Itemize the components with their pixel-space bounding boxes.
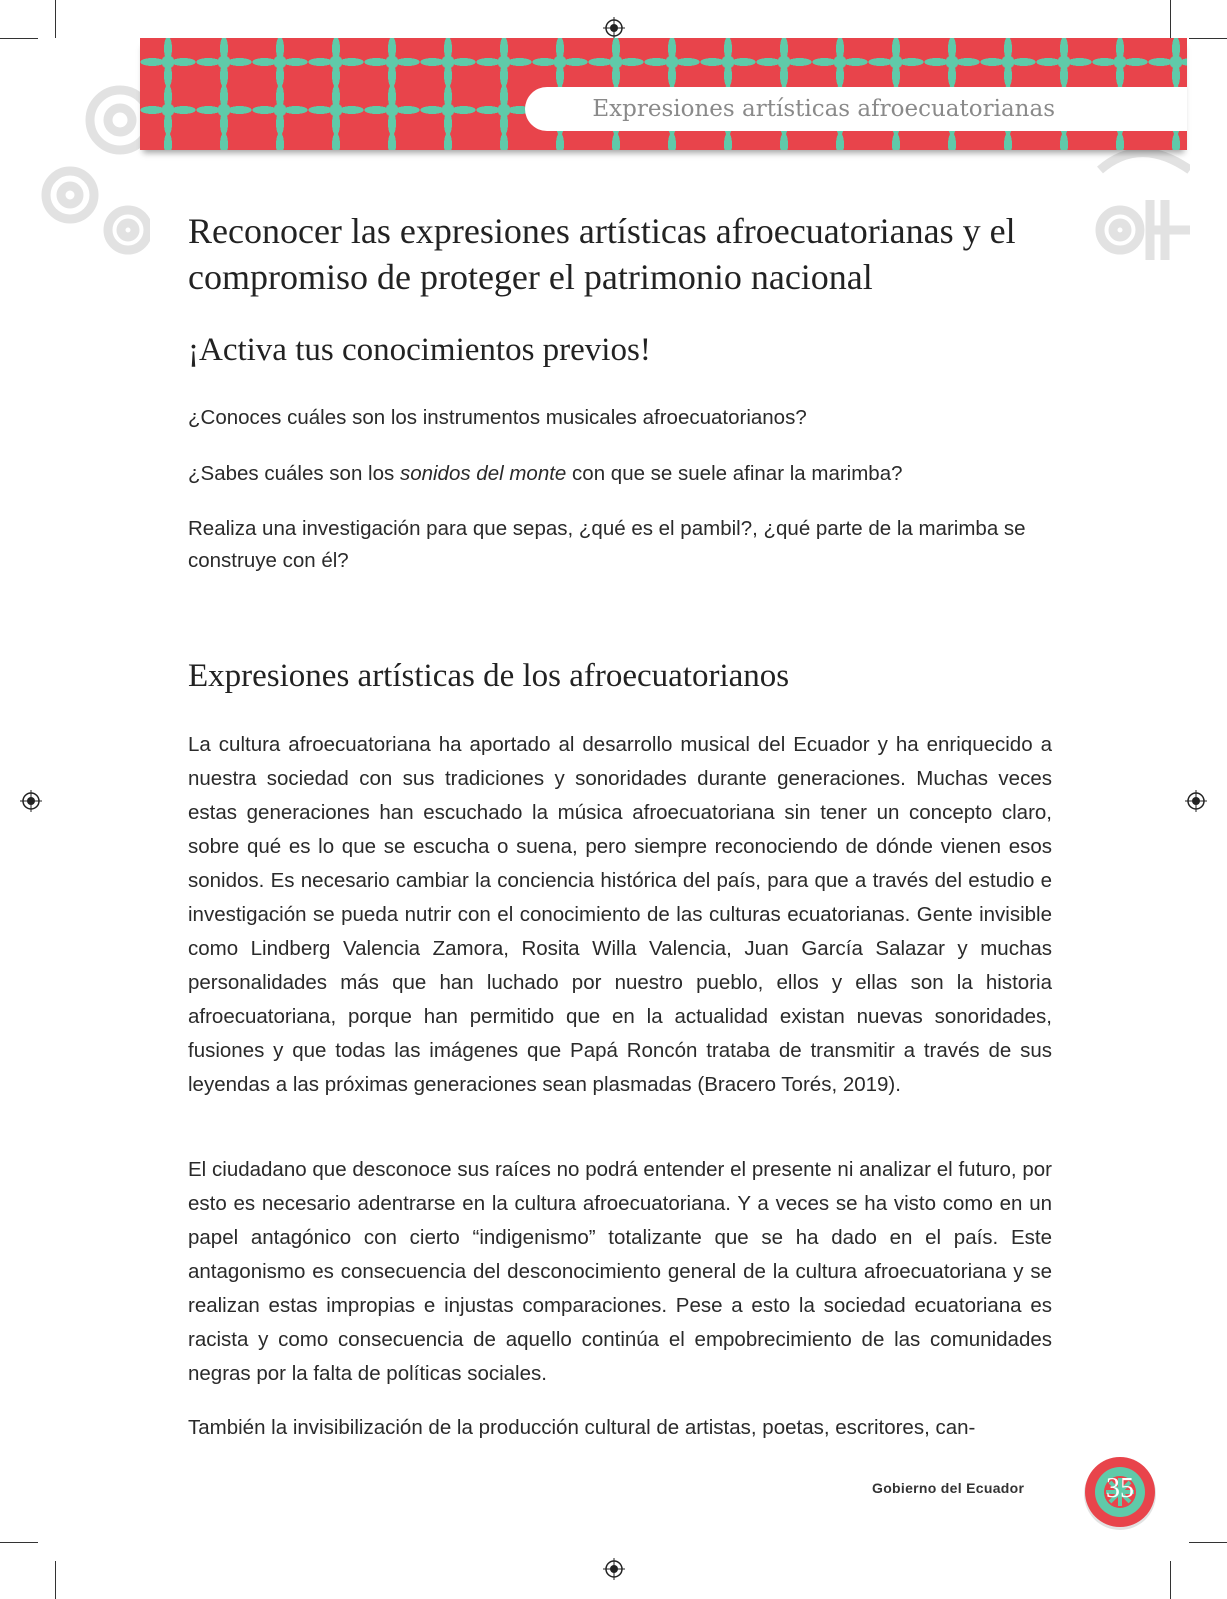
crop-mark xyxy=(1170,1561,1171,1599)
crop-mark xyxy=(0,38,38,39)
page-title: Reconocer las expresiones artísticas afroecuatorianas y el compromiso de proteger el patrimonio nacional xyxy=(188,211,1016,297)
paragraph-2-block xyxy=(188,1153,1052,1391)
crop-mark xyxy=(55,0,56,38)
section-title-tab xyxy=(525,87,1187,131)
page-number: 35 xyxy=(1106,1473,1134,1504)
publisher-label: Gobierno del Ecuador xyxy=(872,1480,1025,1496)
question-2-block xyxy=(188,458,1052,490)
crop-mark xyxy=(1189,1542,1227,1543)
question-3: Realiza una investigación para que sepas, ¿qué es el pambil?, ¿qué parte de la marimba se construye con él? xyxy=(188,517,1026,572)
paragraph-3: También la invisibilización de la producción cultural de artistas, poetas, escritores, can- xyxy=(188,1416,976,1439)
crop-mark xyxy=(0,1542,38,1543)
crop-mark xyxy=(1170,0,1171,38)
crop-mark xyxy=(1189,38,1227,39)
question-3-block xyxy=(188,513,1052,577)
paragraph-3-block xyxy=(188,1411,1052,1445)
spiral-ornament-icon xyxy=(40,45,150,255)
question-2 xyxy=(188,458,1052,490)
paragraph-1: La cultura afroecuatoriana ha aportado al desarrollo musical del Ecuador y ha enriquecido a nuestra sociedad con sus tradiciones y sonoridades durante generaciones. Muchas veces estas generaciones han escuchado la música afroecuatoriana sin tener un concepto claro, sobre qué es lo que se escucha o suena, pero siempre reconociendo de dónde vienen esos sonidos. Es necesario cambiar la conciencia histórica del país, para que a través del estudio e investigación se pueda nutrir con el conocimiento de las culturas ecuatorianas. Gente invisible como Lindberg Valencia Zamora, Rosita Willa Valencia, Juan García Salazar y muchas personalidades más que han luchado por nuestro pueblo, ellos y ellas son la historia afroecuatoriana, porque han permitido que en la actualidad existan nuevas sonoridades, fusiones y que todas las imágenes que Papá Roncón trataba de transmitir a través de sus leyendas a las próximas generaciones sean plasmadas (Bracero Torés, 2019). xyxy=(188,733,1052,1096)
registration-mark-icon xyxy=(603,17,625,39)
section-heading: Expresiones artísticas de los afroecuatorianos xyxy=(188,658,790,694)
question-2-text-end: con que se suele afinar la marimba? xyxy=(566,462,903,485)
section-heading-block xyxy=(188,656,1052,696)
section-title: Expresiones artísticas afroecuatorianas xyxy=(592,96,1055,122)
activity-heading: ¡Activa tus conocimientos previos! xyxy=(188,332,651,368)
question-2-text: ¿Sabes cuáles son los xyxy=(188,462,400,485)
paragraph-1-block xyxy=(188,728,1052,1102)
registration-mark-icon xyxy=(1185,790,1207,812)
question-2-emphasis: sonidos del monte xyxy=(399,462,567,485)
registration-mark-icon xyxy=(20,790,42,812)
question-1-block xyxy=(188,402,1052,434)
paragraph-2: El ciudadano que desconoce sus raíces no podrá entender el presente ni analizar el futuro, por esto es necesario adentrarse en la cultura afroecuatoriana. Y a veces se ha visto como en un papel antagónico con cierto “indigenismo” totalizante que se ha dado en el país. Este antagonismo es consecuencia del desconocimiento general de la cultura afroecuatoriana y se realizan estas impropias e injustas comparaciones. Pese a esto la sociedad ecuatoriana es racista y como consecuencia de aquello continúa el empobrecimiento de las comunidades negras por la falta de políticas sociales. xyxy=(188,1158,1052,1385)
crop-mark xyxy=(55,1561,56,1599)
registration-mark-icon xyxy=(603,1558,625,1580)
question-1: ¿Conoces cuáles son los instrumentos musicales afroecuatorianos? xyxy=(188,406,807,429)
spiral-ornament-icon xyxy=(1080,140,1190,290)
activity-block xyxy=(188,330,1052,370)
main-title-block xyxy=(188,208,1052,300)
